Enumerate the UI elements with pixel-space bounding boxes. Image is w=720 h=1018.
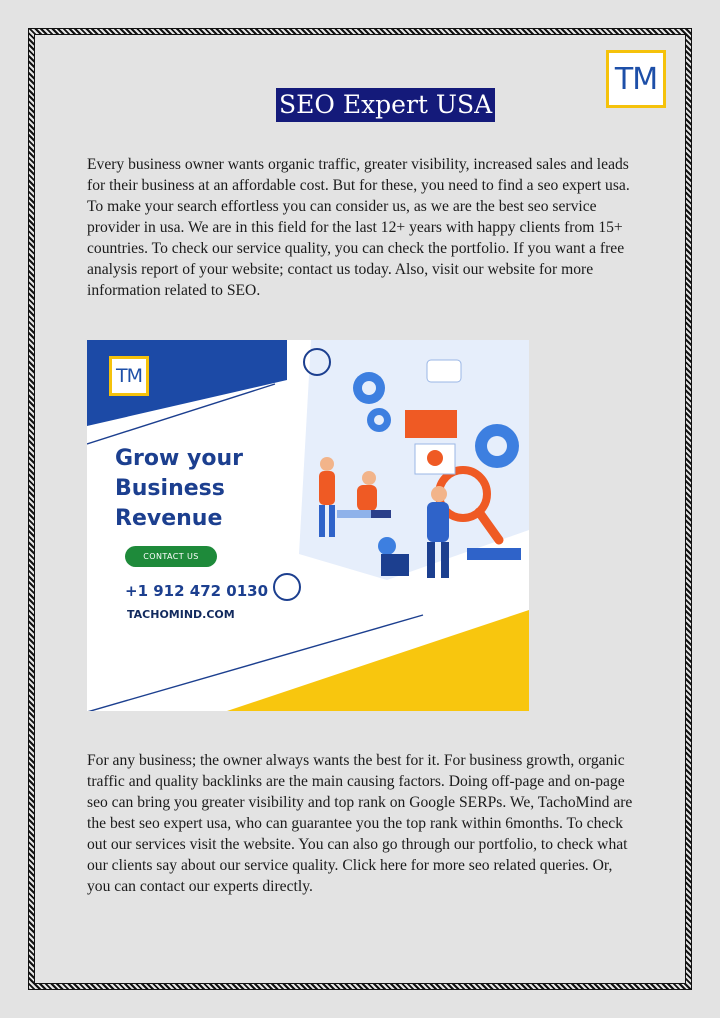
banner-headline	[115, 444, 295, 534]
headline-line-3: Revenue	[115, 506, 223, 531]
banner-yellow-shape	[227, 610, 529, 711]
website-url: TACHOMIND.COM	[127, 608, 235, 621]
headline-line-2: Business	[115, 476, 225, 501]
page-title: SEO Expert USA	[276, 88, 495, 122]
desk-shape	[467, 548, 521, 560]
phone-number: +1 912 472 0130	[125, 582, 269, 600]
tm-logo	[606, 50, 666, 108]
headline-line-1: Grow your	[115, 446, 243, 471]
intro-paragraph: Every business owner wants organic traffic, greater visibility, increased sales and leads for their business at an affordable cost. But for these, you need to find a seo expert usa. To make your search effortless you can consider us, as we are the best seo service provider in usa. We are in this field for the last 12+ years with happy clients from 15+ countries. To check our service quality, you can check the portfolio. If you want a free analysis report of your website; contact us today. Also, visit our website for more information related to SEO.	[87, 156, 630, 299]
box-icon	[381, 554, 409, 576]
circle-deco-2	[274, 574, 300, 600]
chat-bubble-white	[427, 360, 461, 382]
banner-tm-logo	[109, 356, 149, 396]
banner-logo-text: TM	[116, 365, 142, 387]
contact-us-button: CONTACT US	[125, 546, 217, 567]
promo-banner-image	[87, 340, 529, 711]
body-paragraph: For any business; the owner always wants the best for it. For business growth, organic traffic and quality backlinks are the main causing factors. Doing off-page and on-page seo can bring you greater visibility and top rank on Google SERPs. We, TachoMind are the best seo expert usa, who can guarantee you the top rank within 6months. To check out our services visit the website. You can also go through our portfolio, to check what our clients say about our service quality. Click here for more seo related queries. Or, you can contact our experts directly.	[87, 752, 633, 895]
chat-bubble-icon	[405, 410, 457, 438]
tm-logo-text: TM	[614, 61, 658, 97]
